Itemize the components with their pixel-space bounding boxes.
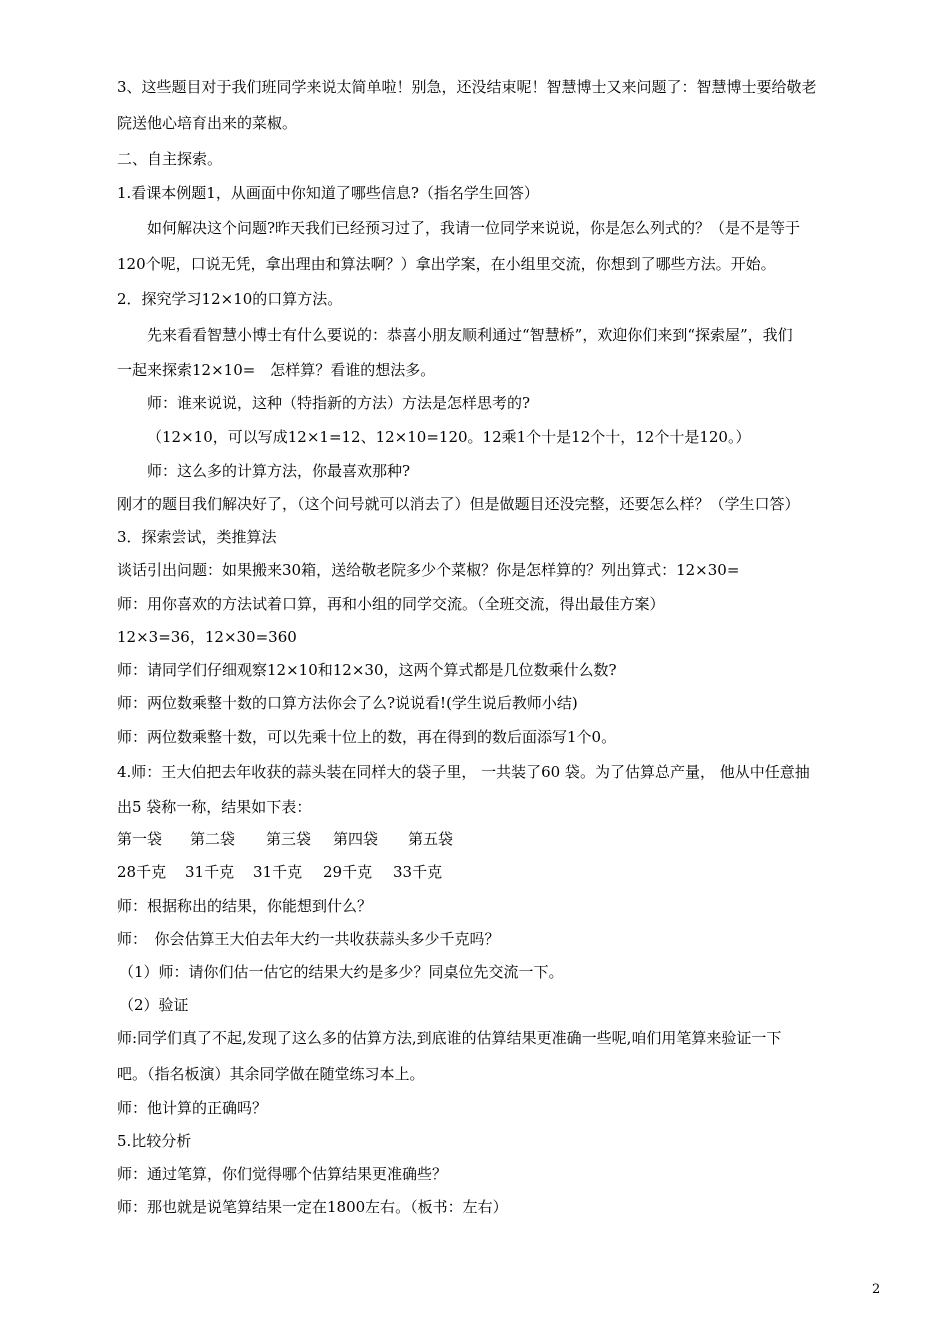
bag-label: 第五袋 (408, 830, 454, 848)
text-line: 先来看看智慧小博士有什么要说的：恭喜小朋友顺利通过“智慧桥”，欢迎你们来到“探索屋”，我们 (147, 326, 793, 344)
bag-label: 第四袋 (333, 830, 379, 848)
section-heading: 二、自主探索。 (117, 150, 223, 168)
text-line: 师：根据称出的结果，你能想到什么？ (117, 897, 373, 915)
weight-row (117, 862, 442, 882)
text-line: （2）验证 (119, 996, 189, 1014)
text-line: 师：两位数乘整十数，可以先乘十位上的数，再在得到的数后面添写1个0。 (117, 728, 617, 746)
text-line: 师： 你会估算王大伯去年大约一共收获蒜头多少千克吗？ (117, 930, 500, 948)
text-line: 5.比较分析 (117, 1132, 192, 1150)
text-line: 1.看课本例题1，从画面中你知道了哪些信息?（指名学生回答） (117, 184, 539, 202)
text-line: 谈话引出问题：如果搬来30箱，送给敬老院多少个菜椒？你是怎样算的？列出算式：12×30= (117, 561, 740, 579)
text-line: 师：通过笔算，你们觉得哪个估算结果更准确些？ (117, 1165, 448, 1183)
text-line: 师:同学们真了不起,发现了这么多的估算方法,到底谁的估算结果更准确一些呢,咱们用笔算来验证一下 (117, 1029, 782, 1047)
text-line: 师：谁来说说，这种（特指新的方法）方法是怎样思考的? (147, 394, 531, 412)
weight-value: 28千克 (117, 863, 167, 881)
weight-value: 33千克 (393, 863, 443, 881)
text-line: 师：这么多的计算方法，你最喜欢那种? (147, 462, 411, 480)
text-line: 师：两位数乘整十数的口算方法你会了么?说说看!(学生说后教师小结) (117, 694, 578, 712)
bag-header-row (117, 829, 453, 849)
text-line: 12×3=36，12×30=360 (117, 628, 297, 646)
bag-label: 第一袋 (117, 830, 163, 848)
weight-value: 31千克 (185, 863, 235, 881)
text-line: 师：用你喜欢的方法试着口算，再和小组的同学交流。（全班交流，得出最佳方案） (117, 595, 665, 613)
text-line: 2．探究学习12×10的口算方法。 (117, 290, 343, 308)
text-line: （1）师：请你们估一估它的结果大约是多少？同桌位先交流一下。 (119, 963, 564, 981)
text-line: 120个呢，口说无凭，拿出理由和算法啊？）拿出学案，在小组里交流，你想到了哪些方法。开始。 (117, 255, 776, 273)
text-line: 院送他心培育出来的菜椒。 (117, 114, 298, 132)
text-line: 3、这些题目对于我们班同学来说太简单啦！别急，还没结束呢！智慧博士又来问题了：智慧博士要给敬老 (117, 78, 817, 96)
text-line: 刚才的题目我们解决好了，（这个问号就可以消去了）但是做题目还没完整，还要怎么样？（学生口答） (117, 495, 800, 513)
bag-label: 第二袋 (190, 830, 236, 848)
text-line: 3．探索尝试，类推算法 (117, 528, 277, 546)
text-line: 如何解决这个问题?昨天我们已经预习过了，我请一位同学来说说，你是怎么列式的？（是不是等于 (147, 219, 801, 237)
text-line: （12×10，可以写成12×1=12、12×10=120。12乘1个十是12个十，12个十是120。） (147, 428, 751, 446)
page-number: 2 (872, 1282, 881, 1297)
weight-value: 31千克 (253, 863, 303, 881)
text-line: 师：那也就是说笔算结果一定在1800左右。（板书：左右） (117, 1198, 508, 1216)
text-line: 师：他计算的正确吗？ (117, 1099, 268, 1117)
text-line: 一起来探索12×10= 怎样算？看谁的想法多。 (117, 361, 436, 379)
text-line: 出5 袋称一称，结果如下表： (117, 798, 312, 816)
weight-value: 29千克 (323, 863, 373, 881)
text-line: 4.师：王大伯把去年收获的蒜头装在同样大的袋子里， 一共装了60 袋。为了估算总产量， 他从中任意抽 (117, 763, 810, 781)
text-line: 吧。（指名板演）其余同学做在随堂练习本上。 (117, 1065, 425, 1083)
text-line: 师：请同学们仔细观察12×10和12×30，这两个算式都是几位数乘什么数? (117, 661, 617, 679)
bag-label: 第三袋 (266, 830, 312, 848)
